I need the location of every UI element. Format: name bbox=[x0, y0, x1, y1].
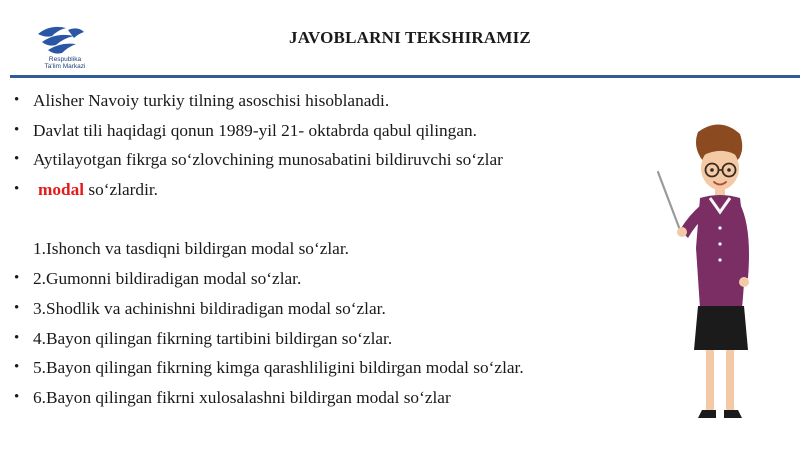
bullet: • bbox=[14, 181, 20, 198]
bullet: • bbox=[14, 388, 20, 405]
teacher-illustration bbox=[640, 118, 780, 438]
logo-text bbox=[34, 56, 96, 70]
list-item-text: 1.Ishonch va tasdiqni bildirgan modal so‘zlar. bbox=[33, 239, 349, 259]
list-item bbox=[12, 294, 652, 324]
list-item bbox=[12, 175, 652, 205]
list-item-text bbox=[38, 175, 158, 205]
list-item-text: Aytilayotgan fikrga so‘zlovchining munosabatini bildiruvchi so‘zlar bbox=[33, 150, 503, 170]
page-title: JAVOBLARNI TEKSHIRAMIZ bbox=[289, 28, 531, 47]
list-item-text: Alisher Navoiy turkiy tilning asoschisi hisoblanadi. bbox=[33, 91, 390, 110]
list-item-rest: so‘zlardir. bbox=[84, 180, 158, 200]
bullet: • bbox=[14, 121, 20, 138]
bullet: • bbox=[14, 359, 20, 376]
list-item-text: 2.Gumonni bildiradigan modal so‘zlar. bbox=[33, 269, 302, 289]
list-item bbox=[12, 264, 652, 294]
list-item-text: 3.Shodlik va achinishni bildiradigan modal so‘zlar. bbox=[33, 298, 386, 318]
list-item-text: 6.Bayon qilingan fikrni xulosalashni bildirgan modal so‘zlar bbox=[33, 387, 451, 407]
list-item-text: 4.Bayon qilingan fikrning tartibini bildirgan so‘zlar. bbox=[33, 328, 393, 348]
highlight-word: modal bbox=[38, 180, 85, 200]
list-item bbox=[12, 234, 652, 264]
list-item bbox=[12, 145, 652, 175]
content-list bbox=[12, 86, 652, 413]
bullet: • bbox=[14, 151, 20, 168]
logo-line-1: Respublika bbox=[48, 56, 82, 63]
bullet: • bbox=[14, 329, 20, 346]
bullet: • bbox=[14, 299, 20, 316]
header-divider bbox=[10, 75, 800, 78]
list-spacer bbox=[12, 205, 652, 235]
list-item bbox=[12, 353, 652, 383]
list-item bbox=[12, 383, 652, 413]
list-item-text: 5.Bayon qilingan fikrning kimga qarashliligini bildirgan modal so‘zlar. bbox=[33, 358, 524, 378]
list-item bbox=[12, 86, 652, 116]
list-item-text: Davlat tili haqidagi qonun 1989-yil 21- oktabrda qabul qilingan. bbox=[33, 120, 477, 140]
bullet: • bbox=[14, 270, 20, 287]
list-item bbox=[12, 324, 652, 354]
list-item bbox=[12, 116, 652, 146]
logo-line-2: Ta'lim Markazi bbox=[44, 63, 86, 70]
bullet: • bbox=[14, 92, 20, 108]
